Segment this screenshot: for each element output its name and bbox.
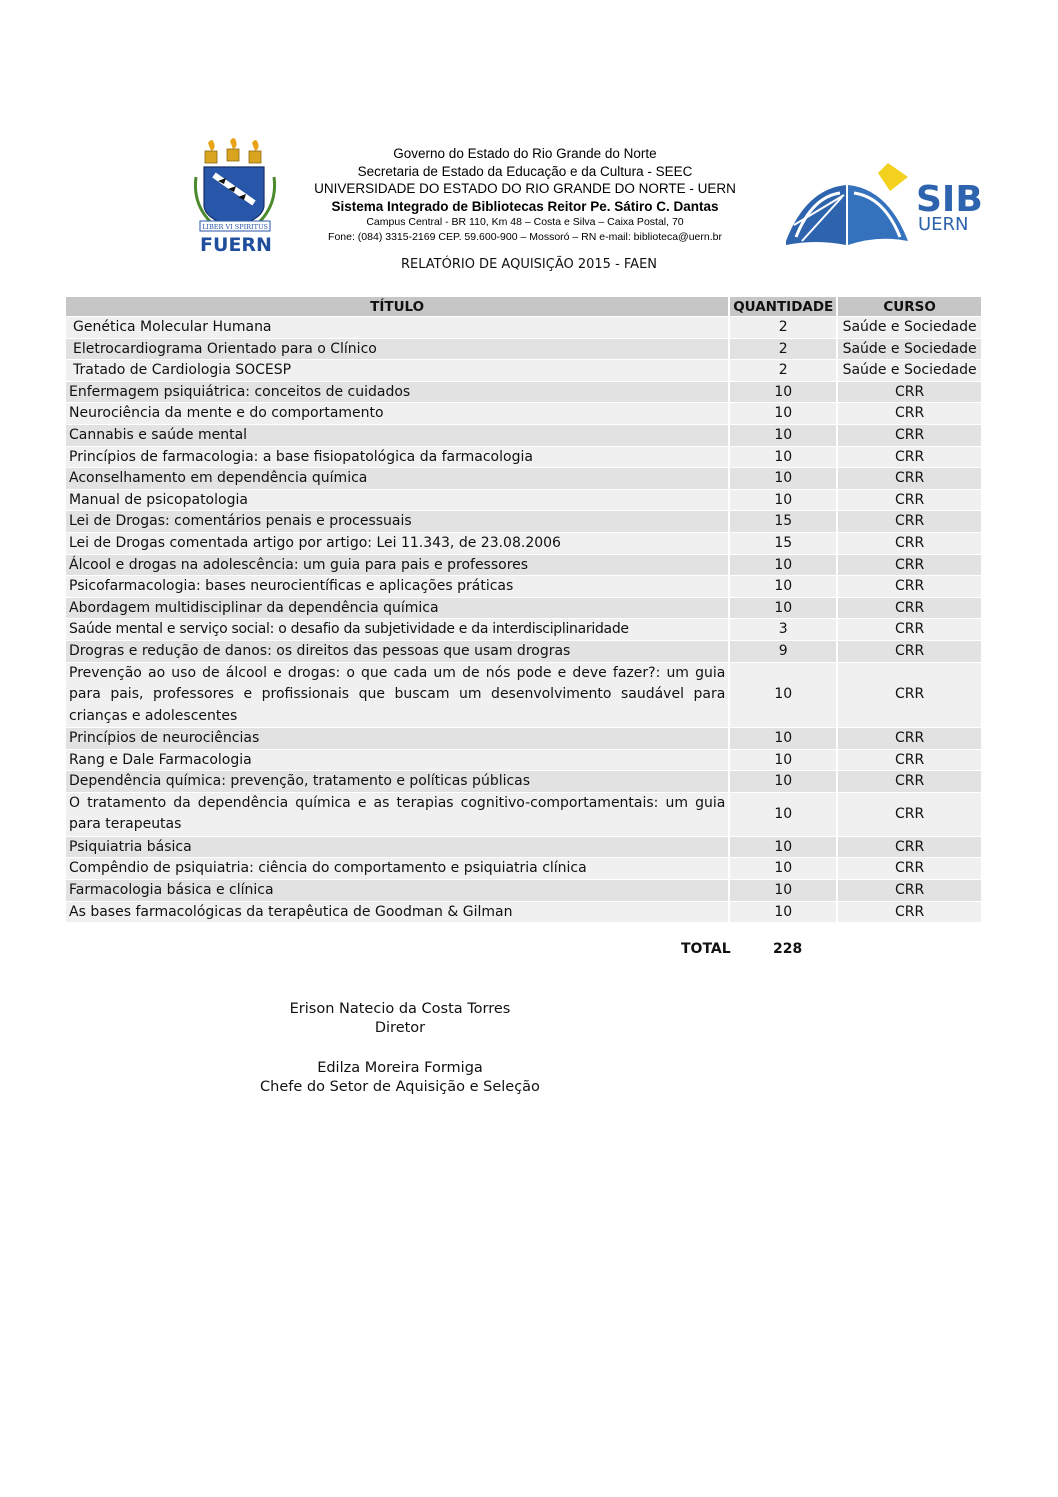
cell-quantity: 10	[730, 425, 838, 447]
signature-director-name: Erison Natecio da Costa Torres	[289, 1001, 511, 1017]
cell-quantity: 10	[730, 598, 838, 620]
table-row	[66, 533, 983, 555]
table-row	[66, 511, 983, 533]
cell-course: Saúde e Sociedade	[838, 360, 983, 382]
logo-sib-text: SIB	[916, 179, 983, 220]
header-line-library-system: Sistema Integrado de Bibliotecas Reitor Pe. Sátiro C. Dantas	[331, 198, 719, 214]
signature-chief-role: Chefe do Setor de Aquisição e Seleção	[260, 1079, 540, 1095]
table-row	[66, 425, 983, 447]
cell-title: Aconselhamento em dependência química	[66, 468, 730, 490]
cell-title: Prevenção ao uso de álcool e drogas: o que cada um de nós pode e deve fazer?: um guia para pais, professores e profissionais que buscam um desenvolvimento saudável para crianças e adolescentes	[66, 663, 730, 729]
cell-title: O tratamento da dependência química e as terapias cognitivo-comportamentais: um guia para terapeutas	[66, 793, 730, 837]
cell-course: Saúde e Sociedade	[838, 317, 983, 339]
table-row	[66, 447, 983, 469]
cell-quantity: 10	[730, 490, 838, 512]
cell-quantity: 2	[730, 360, 838, 382]
cell-title: As bases farmacológicas da terapêutica de Goodman & Gilman	[66, 902, 730, 924]
table-row	[66, 771, 983, 793]
cell-course: CRR	[838, 576, 983, 598]
cell-title: Psiquiatria básica	[66, 837, 730, 859]
cell-quantity: 10	[730, 880, 838, 902]
table-row	[66, 880, 983, 902]
report-title: RELATÓRIO DE AQUISIÇÃO 2015 - FAEN	[400, 257, 658, 272]
cell-course: CRR	[838, 490, 983, 512]
signature-chief-name: Edilza Moreira Formiga	[317, 1060, 483, 1076]
cell-course: CRR	[838, 403, 983, 425]
table-row	[66, 360, 983, 382]
institution-header	[290, 145, 760, 244]
cell-quantity: 10	[730, 902, 838, 924]
cell-title: Princípios de farmacologia: a base fisiopatológica da farmacologia	[66, 447, 730, 469]
torch-icon	[205, 138, 261, 163]
cell-course: CRR	[838, 598, 983, 620]
header-line-address: Campus Central - BR 110, Km 48 – Costa e Silva – Caixa Postal, 70	[366, 216, 684, 228]
open-book-icon	[786, 163, 908, 245]
table-row	[66, 555, 983, 577]
signature-director-role: Diretor	[374, 1020, 426, 1036]
cell-title: Neurociência da mente e do comportamento	[66, 403, 730, 425]
logo-fuern-text: FUERN	[200, 234, 272, 256]
cell-quantity: 10	[730, 771, 838, 793]
fuern-logo	[190, 137, 280, 255]
cell-course: CRR	[838, 902, 983, 924]
cell-course: CRR	[838, 533, 983, 555]
table-row	[66, 902, 983, 924]
table-row	[66, 490, 983, 512]
header-line-secretariat: Secretaria de Estado da Educação e da Cultura - SEEC	[357, 163, 693, 179]
total-label: TOTAL	[681, 941, 731, 957]
acquisition-table	[66, 297, 983, 923]
cell-title: Eletrocardiograma Orientado para o Clínico	[66, 339, 730, 361]
cell-title: Lei de Drogas comentada artigo por artigo: Lei 11.343, de 23.08.2006	[66, 533, 730, 555]
cell-title: Abordagem multidisciplinar da dependência química	[66, 598, 730, 620]
cell-course: CRR	[838, 663, 983, 729]
cell-title: Compêndio de psiquiatria: ciência do comportamento e psiquiatria clínica	[66, 858, 730, 880]
cell-course: CRR	[838, 793, 983, 837]
cell-quantity: 10	[730, 555, 838, 577]
cell-quantity: 9	[730, 641, 838, 663]
table-row	[66, 619, 983, 641]
cell-quantity: 10	[730, 858, 838, 880]
cell-course: CRR	[838, 619, 983, 641]
cell-title: Cannabis e saúde mental	[66, 425, 730, 447]
table-row	[66, 728, 983, 750]
cell-quantity: 10	[730, 468, 838, 490]
table-row	[66, 317, 983, 339]
table-row	[66, 468, 983, 490]
cell-title: Rang e Dale Farmacologia	[66, 750, 730, 772]
cell-course: CRR	[838, 641, 983, 663]
table-row	[66, 598, 983, 620]
column-header-course: CURSO	[838, 297, 983, 317]
cell-title: Psicofarmacologia: bases neurocientíficas e aplicações práticas	[66, 576, 730, 598]
header-line-contact: Fone: (084) 3315-2169 CEP. 59.600-900 – Mossoró – RN e-mail: biblioteca@uern.br	[328, 230, 722, 243]
cell-quantity: 10	[730, 447, 838, 469]
cell-quantity: 10	[730, 663, 838, 729]
table-row	[66, 382, 983, 404]
cell-title: Dependência química: prevenção, tratamento e políticas públicas	[66, 771, 730, 793]
cell-title: Enfermagem psiquiátrica: conceitos de cuidados	[66, 382, 730, 404]
cell-quantity: 2	[730, 317, 838, 339]
table-row	[66, 339, 983, 361]
cell-quantity: 10	[730, 793, 838, 837]
cell-course: CRR	[838, 771, 983, 793]
cell-quantity: 10	[730, 837, 838, 859]
header-line-government: Governo do Estado do Rio Grande do Norte	[393, 146, 657, 161]
table-header-row	[66, 297, 983, 317]
cell-quantity: 10	[730, 382, 838, 404]
cell-title: Álcool e drogas na adolescência: um guia para pais e professores	[66, 555, 730, 577]
cell-title: Lei de Drogas: comentários penais e processuais	[66, 511, 730, 533]
table-row	[66, 641, 983, 663]
cell-quantity: 10	[730, 576, 838, 598]
header-line-university: UNIVERSIDADE DO ESTADO DO RIO GRANDE DO NORTE - UERN	[314, 181, 736, 196]
cell-course: CRR	[838, 858, 983, 880]
cell-quantity: 10	[730, 728, 838, 750]
cell-course: CRR	[838, 511, 983, 533]
cell-title: Princípios de neurociências	[66, 728, 730, 750]
cell-quantity: 10	[730, 750, 838, 772]
table-row	[66, 576, 983, 598]
cell-quantity: 10	[730, 403, 838, 425]
cell-quantity: 15	[730, 533, 838, 555]
cell-title: Tratado de Cardiologia SOCESP	[66, 360, 730, 382]
logo-uern-text: UERN	[918, 214, 969, 235]
cell-course: CRR	[838, 425, 983, 447]
table-row	[66, 403, 983, 425]
cell-course: Saúde e Sociedade	[838, 339, 983, 361]
shield-icon	[204, 167, 264, 227]
cell-course: CRR	[838, 468, 983, 490]
column-header-quantity: QUANTIDADE	[730, 297, 838, 317]
column-header-title: TÍTULO	[66, 297, 730, 317]
cell-quantity: 15	[730, 511, 838, 533]
cell-course: CRR	[838, 728, 983, 750]
cell-title: Drogras e redução de danos: os direitos das pessoas que usam drogras	[66, 641, 730, 663]
cell-course: CRR	[838, 837, 983, 859]
sib-uern-logo	[782, 163, 983, 253]
total-value: 228	[773, 941, 803, 957]
cell-quantity: 3	[730, 619, 838, 641]
logo-motto: LIBER VI SPIRITUS	[202, 223, 268, 231]
cell-title: Manual de psicopatologia	[66, 490, 730, 512]
table-row	[66, 750, 983, 772]
cell-course: CRR	[838, 880, 983, 902]
cell-course: CRR	[838, 555, 983, 577]
cell-title: Farmacologia básica e clínica	[66, 880, 730, 902]
table-row	[66, 663, 983, 729]
cell-course: CRR	[838, 447, 983, 469]
cell-course: CRR	[838, 750, 983, 772]
table-row	[66, 793, 983, 837]
cell-title: Genética Molecular Humana	[66, 317, 730, 339]
cell-title: Saúde mental e serviço social: o desafio da subjetividade e da interdisciplinaridade	[66, 619, 730, 641]
cell-quantity: 2	[730, 339, 838, 361]
table-row	[66, 837, 983, 859]
cell-course: CRR	[838, 382, 983, 404]
table-row	[66, 858, 983, 880]
